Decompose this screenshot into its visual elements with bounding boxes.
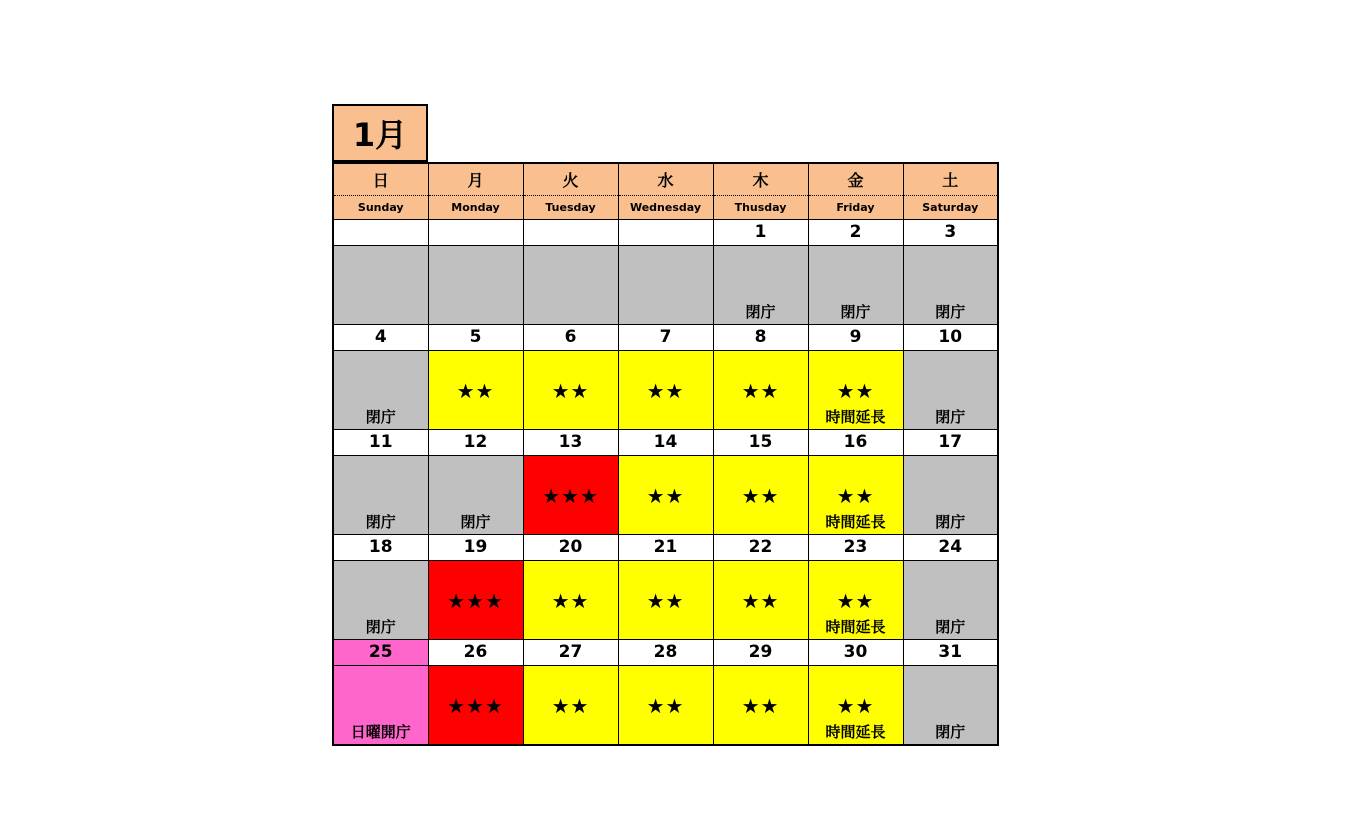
day-note: 日曜開庁 [350,722,411,741]
day-number: 18 [333,534,428,560]
day-number: 19 [428,534,523,560]
day-note: 閉庁 [745,302,776,321]
day-note: 時間延長 [825,617,886,636]
day-note: 時間延長 [825,722,886,741]
day-cell [333,560,428,639]
day-cell [903,350,998,429]
star-rating: ★★★ [542,483,599,508]
day-cell-inner [334,561,428,639]
day-number: 6 [523,324,618,350]
star-rating: ★★★ [447,693,504,718]
day-number: 31 [903,639,998,665]
date-row [333,324,998,350]
star-rating: ★★ [836,483,875,508]
day-note: 閉庁 [935,722,966,741]
star-rating: ★★ [646,483,685,508]
star-rating: ★★ [646,378,685,403]
day-cell-inner [714,561,808,639]
day-cell-inner [714,666,808,744]
day-cell-inner [619,351,713,429]
day-number: 28 [618,639,713,665]
day-cell-inner [714,456,808,534]
day-cell-inner [429,666,523,744]
day-number [333,219,428,245]
day-cell-inner [524,561,618,639]
weekday-jp: 木 [713,163,808,195]
day-number: 24 [903,534,998,560]
day-cell [713,245,808,324]
day-cell-inner [904,246,998,324]
day-cell-inner [809,456,903,534]
weekday-en: Tuesday [523,195,618,219]
day-number: 7 [618,324,713,350]
day-cell [523,455,618,534]
day-number: 25 [333,639,428,665]
day-cell-inner [429,351,523,429]
day-cell [713,665,808,745]
day-cell-inner [619,561,713,639]
day-cell [903,455,998,534]
day-cell [713,350,808,429]
star-rating: ★★ [551,693,590,718]
day-cell [333,245,428,324]
day-cell-inner [524,246,618,324]
weekday-en: Friday [808,195,903,219]
day-note: 閉庁 [840,302,871,321]
day-cell-inner [524,351,618,429]
day-cell-inner [334,351,428,429]
day-cell [808,245,903,324]
day-cell-inner [904,456,998,534]
day-note: 閉庁 [365,512,396,531]
day-number [618,219,713,245]
day-cell-inner [334,666,428,744]
star-rating: ★★★ [447,588,504,613]
day-number: 23 [808,534,903,560]
day-cell-inner [904,561,998,639]
day-cell-inner [809,351,903,429]
day-cell [808,455,903,534]
day-cell-inner [429,456,523,534]
day-note: 閉庁 [460,512,491,531]
weekday-header-row [333,163,998,195]
day-number [428,219,523,245]
star-rating: ★★ [836,378,875,403]
star-rating: ★★ [551,378,590,403]
day-cell-inner [524,456,618,534]
day-cell-inner [809,561,903,639]
day-cell [808,350,903,429]
day-cell [713,455,808,534]
day-number [523,219,618,245]
day-cell [428,560,523,639]
day-cell-inner [904,351,998,429]
day-number: 26 [428,639,523,665]
star-rating: ★★ [836,693,875,718]
weekday-jp: 水 [618,163,713,195]
star-rating: ★★ [741,588,780,613]
day-cell-inner [619,666,713,744]
star-rating: ★★ [836,588,875,613]
day-number: 2 [808,219,903,245]
star-rating: ★★ [741,483,780,508]
day-cell [428,245,523,324]
day-note: 閉庁 [935,302,966,321]
day-number: 27 [523,639,618,665]
weekday-en: Thusday [713,195,808,219]
day-number: 12 [428,429,523,455]
day-cell [618,455,713,534]
day-number: 8 [713,324,808,350]
day-number: 30 [808,639,903,665]
day-cell [903,560,998,639]
date-row [333,534,998,560]
day-cell [618,665,713,745]
day-cell [523,350,618,429]
day-cell [713,560,808,639]
day-cell-inner [334,456,428,534]
star-rating: ★★ [456,378,495,403]
day-cell-inner [809,666,903,744]
day-number: 22 [713,534,808,560]
star-rating: ★★ [551,588,590,613]
weekday-jp: 土 [903,163,998,195]
day-number: 13 [523,429,618,455]
day-cell [618,350,713,429]
star-rating: ★★ [646,693,685,718]
star-rating: ★★ [646,588,685,613]
day-number: 15 [713,429,808,455]
day-cell [428,455,523,534]
day-number: 3 [903,219,998,245]
day-cell [618,560,713,639]
day-note: 時間延長 [825,512,886,531]
day-cell [808,560,903,639]
day-number: 1 [713,219,808,245]
day-cell [903,245,998,324]
day-cell [903,665,998,745]
day-cell [618,245,713,324]
day-cell [428,350,523,429]
day-number: 14 [618,429,713,455]
day-number: 10 [903,324,998,350]
day-cell [428,665,523,745]
day-note: 閉庁 [935,617,966,636]
weekday-en: Wednesday [618,195,713,219]
weekday-english-row [333,195,998,219]
status-row [333,665,998,745]
status-row [333,350,998,429]
weekday-en: Saturday [903,195,998,219]
day-note: 閉庁 [935,512,966,531]
day-cell [333,350,428,429]
day-cell [808,665,903,745]
day-note: 閉庁 [365,407,396,426]
weekday-en: Sunday [333,195,428,219]
day-number: 4 [333,324,428,350]
weekday-jp: 金 [808,163,903,195]
day-number: 11 [333,429,428,455]
day-cell-inner [334,246,428,324]
weekday-jp: 日 [333,163,428,195]
day-cell [333,665,428,745]
day-cell-inner [619,456,713,534]
day-number: 21 [618,534,713,560]
date-row [333,639,998,665]
day-number: 16 [808,429,903,455]
day-note: 時間延長 [825,407,886,426]
day-cell-inner [429,561,523,639]
calendar-table [332,162,999,746]
status-row [333,560,998,639]
day-cell-inner [429,246,523,324]
day-cell-inner [524,666,618,744]
day-cell-inner [904,666,998,744]
day-number: 29 [713,639,808,665]
date-row [333,219,998,245]
status-row [333,455,998,534]
day-note: 閉庁 [935,407,966,426]
day-note: 閉庁 [365,617,396,636]
day-cell-inner [714,246,808,324]
day-number: 20 [523,534,618,560]
day-cell [333,455,428,534]
day-cell [523,560,618,639]
date-row [333,429,998,455]
day-cell-inner [714,351,808,429]
day-number: 5 [428,324,523,350]
weekday-jp: 火 [523,163,618,195]
weekday-en: Monday [428,195,523,219]
day-number: 17 [903,429,998,455]
status-row [333,245,998,324]
weekday-jp: 月 [428,163,523,195]
star-rating: ★★ [741,378,780,403]
day-cell [523,245,618,324]
day-cell [523,665,618,745]
day-cell-inner [619,246,713,324]
star-rating: ★★ [741,693,780,718]
day-cell-inner [809,246,903,324]
day-number: 9 [808,324,903,350]
month-title: 1月 [332,104,428,162]
